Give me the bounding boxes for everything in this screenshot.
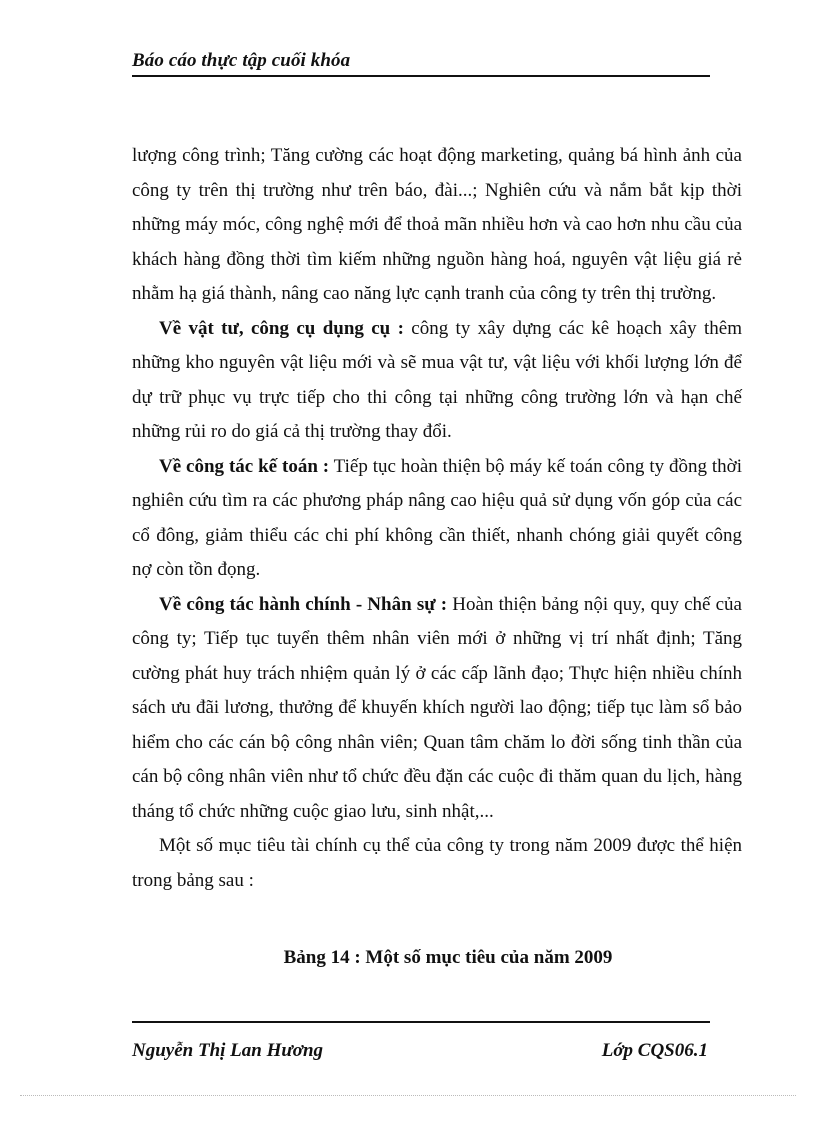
paragraph-text: lượng công trình; Tăng cường các hoạt động marketing, quảng bá hình ảnh của công ty trên thị trường như trên báo, đài...; Nghiên cứu và nắm bắt kịp thời những máy móc, công nghệ mới để thoả mãn nhiều hơn và cao hơn nhu cầu của khách hàng đồng thời tìm kiếm những nguồn hàng hoá, nguyên vật liệu giá rẻ nhằm hạ giá thành, nâng cao năng lực cạnh tranh của công ty trên thị trường.: [132, 145, 742, 304]
paragraph-heading: Về vật tư, công cụ dụng cụ :: [159, 317, 404, 339]
paragraph-financial-targets: [132, 829, 742, 898]
paragraph-continuation: [132, 139, 742, 312]
footer-class: Lớp CQS06.1: [601, 1040, 708, 1061]
paragraph-materials: [132, 312, 742, 450]
footer-author: Nguyễn Thị Lan Hương: [132, 1040, 324, 1061]
footer-rule: [132, 1021, 710, 1023]
page-header-title: Báo cáo thực tập cuối khóa: [132, 50, 351, 71]
page-bottom-dotted-line: [20, 1095, 796, 1096]
paragraph-text: Tiếp tục hoàn thiện bộ máy kế toán công ty đồng thời nghiên cứu tìm ra các phương pháp nâng cao hiệu quả sử dụng vốn góp của các cổ đông, giảm thiểu các chi phí không cần thiết, nhanh chóng giải quyết công nợ còn tồn đọng.: [132, 455, 742, 580]
body-text: [132, 139, 742, 898]
table-caption: Bảng 14 : Một số mục tiêu của năm 2009: [283, 947, 613, 968]
paragraph-heading: Về công tác kế toán :: [159, 455, 330, 477]
paragraph-text: Hoàn thiện bảng nội quy, quy chế của công ty; Tiếp tục tuyển thêm nhân viên mới ở những vị trí nhất định; Tăng cường phát huy trách nhiệm quản lý ở các cấp lãnh đạo; Thực hiện nhiều chính sách ưu đãi lương, thưởng để khuyến khích người lao động; tiếp tục làm sổ bảo hiểm cho các cán bộ công nhân viên; Quan tâm chăm lo đời sống tinh thần của cán bộ công nhân viên như tổ chức đều đặn các cuộc đi thăm quan du lịch, hàng tháng tổ chức những cuộc giao lưu, sinh nhật,...: [132, 593, 742, 822]
paragraph-administration: [132, 588, 742, 830]
paragraph-text: công ty xây dựng các kê hoạch xây thêm những kho nguyên vật liệu mới và sẽ mua vật tư, vật liệu với khối lượng lớn để dự trữ phục vụ trực tiếp cho thi công tại những công trường lớn và hạn chế những rủi ro do giá cả thị trường thay đổi.: [132, 317, 742, 442]
paragraph-heading: Về công tác hành chính - Nhân sự :: [159, 593, 448, 615]
header-rule: [132, 75, 710, 77]
paragraph-text: Một số mục tiêu tài chính cụ thể của công ty trong năm 2009 được thể hiện trong bảng sau :: [132, 835, 742, 891]
paragraph-accounting: [132, 450, 742, 588]
